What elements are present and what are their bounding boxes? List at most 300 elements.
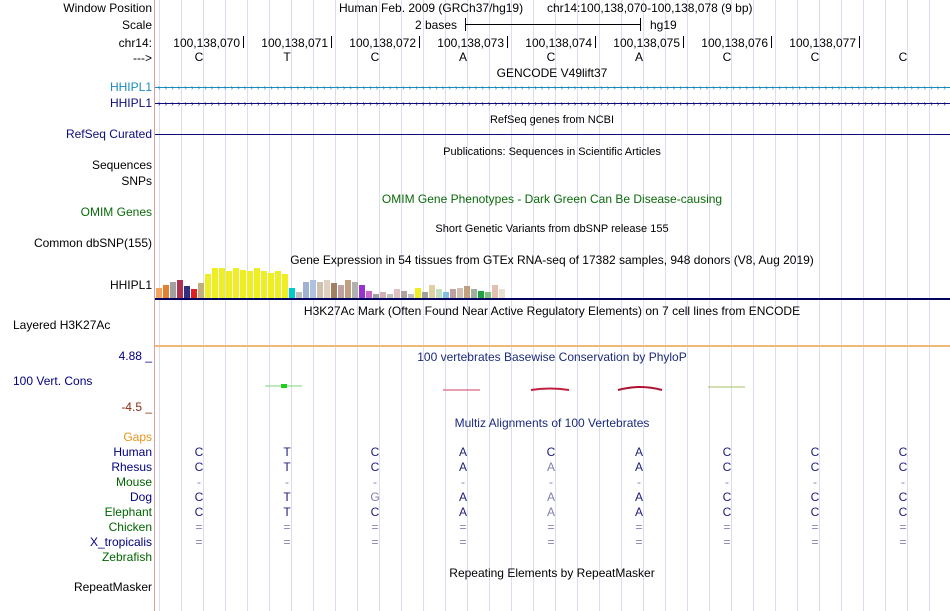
strand-arrow: › xyxy=(837,99,841,108)
gtex-tissue-bar[interactable] xyxy=(359,285,365,299)
gtex-tissue-bar[interactable] xyxy=(464,286,470,298)
strand-arrow: › xyxy=(382,99,386,108)
strand-arrow: › xyxy=(600,83,603,92)
alignment-base: A xyxy=(458,490,467,504)
strand-arrow: › xyxy=(263,99,267,108)
strand-arrow: › xyxy=(554,83,557,92)
strand-arrow: › xyxy=(488,99,491,108)
strand-arrow: › xyxy=(943,99,947,108)
strand-arrow: › xyxy=(870,83,874,92)
label-common-dbsnp[interactable]: Common dbSNP(155) xyxy=(33,236,152,250)
strand-arrow: › xyxy=(798,83,801,92)
gtex-tissue-bar[interactable] xyxy=(212,268,218,298)
gtex-tissue-bar[interactable] xyxy=(226,271,232,298)
alignment-base: C xyxy=(370,505,380,519)
strand-arrow: › xyxy=(521,83,524,92)
strand-arrow: › xyxy=(738,99,742,108)
strand-arrow: › xyxy=(692,83,696,92)
strand-arrow: › xyxy=(323,99,326,108)
alignment-base: - xyxy=(285,475,289,489)
gtex-tissue-bar[interactable] xyxy=(331,283,337,298)
strand-arrow: › xyxy=(290,83,293,92)
gtex-tissue-bar[interactable] xyxy=(499,289,505,298)
gtex-bar-chart[interactable] xyxy=(156,268,536,298)
alignment-base: C xyxy=(722,505,732,519)
strand-arrow: › xyxy=(804,99,808,108)
gtex-tissue-bar[interactable] xyxy=(177,280,183,298)
strand-arrow: › xyxy=(455,99,458,108)
alignment-base: C xyxy=(722,460,732,474)
gridline xyxy=(247,0,248,611)
strand-arrow: › xyxy=(811,99,815,108)
strand-arrow: › xyxy=(679,99,683,108)
strand-arrow: › xyxy=(659,99,663,108)
scale-bar xyxy=(465,24,640,25)
coordinate-tick xyxy=(683,36,684,48)
label-gencode-gene[interactable]: HHIPL1 xyxy=(109,80,152,94)
publications-track-title[interactable]: Publications: Sequences in Scientific Articles xyxy=(443,146,661,158)
strand-arrow: › xyxy=(204,99,207,108)
strand-arrow: › xyxy=(158,83,161,92)
scale-db-text: hg19 xyxy=(650,18,677,32)
strand-arrow: › xyxy=(177,99,181,108)
strand-arrow: › xyxy=(455,83,458,92)
strand-arrow: › xyxy=(329,99,333,108)
gtex-tissue-bar[interactable] xyxy=(184,286,190,298)
dbsnp-track-title[interactable]: Short Genetic Variants from dbSNP release 155 xyxy=(435,223,669,235)
strand-arrow: › xyxy=(415,83,419,92)
strand-arrow: › xyxy=(224,99,227,108)
strand-arrow: › xyxy=(752,99,755,108)
strand-arrow: › xyxy=(329,83,333,92)
strand-arrow: › xyxy=(580,99,584,108)
refseq-transcript[interactable] xyxy=(155,134,950,135)
strand-arrow: › xyxy=(877,83,881,92)
gtex-tissue-bar[interactable] xyxy=(394,289,400,298)
gtex-tissue-bar[interactable] xyxy=(261,271,267,298)
gtex-tissue-bar[interactable] xyxy=(191,289,197,298)
strand-arrow: › xyxy=(910,83,914,92)
sequence-base: A xyxy=(634,50,643,64)
strand-arrow: › xyxy=(501,83,504,92)
strand-arrow: › xyxy=(606,83,610,92)
strand-arrow: › xyxy=(375,99,379,108)
strand-arrow: › xyxy=(488,83,491,92)
strand-arrow: › xyxy=(250,83,254,92)
strand-arrow: › xyxy=(283,83,287,92)
strand-arrow: › xyxy=(230,83,234,92)
label-refseq-gene[interactable]: HHIPL1 xyxy=(109,96,152,110)
strand-arrow: › xyxy=(672,99,676,108)
strand-arrow: › xyxy=(527,83,531,92)
h3k27ac-signal[interactable] xyxy=(155,345,950,347)
gtex-tissue-bar[interactable] xyxy=(352,282,358,299)
strand-arrow: › xyxy=(230,99,234,108)
coordinate-tick xyxy=(507,36,508,48)
gtex-tissue-bar[interactable] xyxy=(429,285,435,299)
alignment-base: T xyxy=(283,445,291,459)
strand-arrow: › xyxy=(765,99,768,108)
strand-arrow: › xyxy=(349,99,353,108)
strand-arrow: › xyxy=(197,99,201,108)
strand-arrow: › xyxy=(428,83,432,92)
strand-arrow: › xyxy=(890,83,894,92)
strand-arrow: › xyxy=(936,99,940,108)
alignment-base: G xyxy=(370,490,380,504)
species-label[interactable]: Dog xyxy=(129,490,152,504)
label-h3k27ac[interactable]: Layered H3K27Ac xyxy=(13,318,111,332)
strand-arrow: › xyxy=(243,99,247,108)
gtex-tissue-bar[interactable] xyxy=(170,282,176,299)
coordinate-label: 100,138,073 xyxy=(437,36,504,50)
strand-arrow: › xyxy=(468,83,471,92)
label-scale: Scale xyxy=(121,18,152,32)
species-label[interactable]: Chicken xyxy=(108,520,152,534)
alignment-base: A xyxy=(546,490,555,504)
strand-arrow: › xyxy=(785,83,788,92)
strand-arrow: › xyxy=(474,83,478,92)
strand-arrow: › xyxy=(171,83,174,92)
strand-arrow: › xyxy=(824,83,828,92)
strand-arrow: › xyxy=(408,83,412,92)
strand-arrow: › xyxy=(613,83,617,92)
strand-arrow: › xyxy=(316,83,320,92)
strand-arrow: › xyxy=(184,99,188,108)
strand-arrow: › xyxy=(389,83,392,92)
alignment-base: A xyxy=(546,505,555,519)
species-label[interactable]: Mouse xyxy=(115,475,152,489)
alignment-base: - xyxy=(373,475,377,489)
alignment-base: C xyxy=(898,505,908,519)
gtex-tissue-bar[interactable] xyxy=(338,285,344,299)
label-vert-cons[interactable]: 100 Vert. Cons xyxy=(13,374,93,388)
label-omim-genes[interactable]: OMIM Genes xyxy=(80,205,152,219)
coordinate-label: 100,138,076 xyxy=(701,36,768,50)
omim-track-title[interactable]: OMIM Gene Phenotypes - Dark Green Can Be Disease-causing xyxy=(381,192,723,206)
strand-arrow: › xyxy=(474,99,478,108)
strand-arrow: › xyxy=(699,99,702,108)
gtex-tissue-bar[interactable] xyxy=(156,288,162,299)
strand-arrow: › xyxy=(547,99,551,108)
gtex-tissue-bar[interactable] xyxy=(450,289,456,298)
alignment-base: C xyxy=(898,490,908,504)
strand-arrow: › xyxy=(494,83,498,92)
strand-arrow: › xyxy=(303,99,306,108)
gtex-tissue-bar[interactable] xyxy=(492,285,498,299)
alignment-base: = xyxy=(811,520,819,534)
strand-arrow: › xyxy=(243,83,247,92)
strand-arrow: › xyxy=(633,99,636,108)
alignment-base: C xyxy=(722,490,732,504)
label-phylop-max: 4.88 _ xyxy=(118,349,152,363)
strand-arrow: › xyxy=(309,83,313,92)
strand-arrow: › xyxy=(389,99,392,108)
alignment-base: - xyxy=(637,475,641,489)
strand-arrow: › xyxy=(560,83,564,92)
strand-arrow: › xyxy=(573,83,577,92)
coordinate-tick xyxy=(331,36,332,48)
strand-arrow: › xyxy=(494,99,498,108)
alignment-base: C xyxy=(370,460,380,474)
strand-arrow: › xyxy=(778,99,782,108)
strand-arrow: › xyxy=(276,99,280,108)
gtex-tissue-bar[interactable] xyxy=(401,291,407,299)
species-label[interactable]: X_tropicalis xyxy=(89,535,152,549)
strand-arrow: › xyxy=(593,83,597,92)
strand-arrow: › xyxy=(184,83,188,92)
strand-arrow: › xyxy=(646,99,650,108)
alignment-base: = xyxy=(547,520,555,534)
label-snps[interactable]: SNPs xyxy=(121,174,152,188)
strand-arrow: › xyxy=(448,83,452,92)
strand-arrow: › xyxy=(290,99,293,108)
gtex-tissue-bar[interactable] xyxy=(240,270,246,299)
strand-arrow: › xyxy=(217,83,221,92)
strand-arrow: › xyxy=(758,83,762,92)
strand-arrow: › xyxy=(210,99,214,108)
strand-arrow: › xyxy=(686,83,689,92)
strand-arrow: › xyxy=(587,99,590,108)
strand-arrow: › xyxy=(600,99,603,108)
strand-arrow: › xyxy=(903,99,907,108)
gtex-tissue-bar[interactable] xyxy=(163,285,169,299)
strand-arrow: › xyxy=(422,99,425,108)
strand-arrow: › xyxy=(831,99,834,108)
strand-arrow: › xyxy=(217,99,221,108)
species-label[interactable]: Rhesus xyxy=(111,460,152,474)
strand-arrow: › xyxy=(567,83,570,92)
strand-arrow: › xyxy=(441,99,445,108)
strand-arrow: › xyxy=(719,99,722,108)
sequence-base: T xyxy=(283,50,291,64)
gtex-baseline xyxy=(155,298,950,300)
strand-arrow: › xyxy=(798,99,801,108)
gtex-tissue-bar[interactable] xyxy=(254,268,260,298)
coordinate-tick xyxy=(859,36,860,48)
species-label[interactable]: Zebrafish xyxy=(101,550,152,564)
scale-bar-left-tick xyxy=(465,18,466,31)
strand-arrow: › xyxy=(824,99,828,108)
strand-arrow: › xyxy=(646,83,650,92)
alignment-base: = xyxy=(723,535,731,549)
strand-arrow: › xyxy=(197,83,201,92)
strand-arrow: › xyxy=(930,99,933,108)
strand-arrow: › xyxy=(633,83,636,92)
label-refseq-curated[interactable]: RefSeq Curated xyxy=(65,127,152,141)
strand-arrow: › xyxy=(257,83,260,92)
gencode-track-title[interactable]: GENCODE V49lift37 xyxy=(496,66,608,80)
alignment-base: - xyxy=(197,475,201,489)
strand-arrow: › xyxy=(851,99,854,108)
strand-arrow: › xyxy=(191,83,194,92)
gtex-tissue-bar[interactable] xyxy=(268,273,274,299)
strand-arrow: › xyxy=(765,83,768,92)
strand-arrow: › xyxy=(712,99,716,108)
gtex-tissue-bar[interactable] xyxy=(198,283,204,298)
strand-arrow: › xyxy=(158,99,161,108)
strand-arrow: › xyxy=(369,83,372,92)
strand-arrow: › xyxy=(296,99,300,108)
strand-arrow: › xyxy=(573,99,577,108)
strand-arrow: › xyxy=(593,99,597,108)
strand-arrow: › xyxy=(752,83,755,92)
strand-arrow: › xyxy=(917,99,920,108)
strand-arrow: › xyxy=(791,83,795,92)
gtex-tissue-bar[interactable] xyxy=(478,291,484,299)
strand-arrow: › xyxy=(276,83,280,92)
gtex-tissue-bar[interactable] xyxy=(275,271,281,298)
strand-arrow: › xyxy=(672,83,676,92)
strand-arrow: › xyxy=(606,99,610,108)
strand-arrow: › xyxy=(692,99,696,108)
strand-arrow: › xyxy=(560,99,564,108)
label-gtex-gene[interactable]: HHIPL1 xyxy=(109,278,152,292)
strand-arrow: › xyxy=(468,99,471,108)
strand-arrow: › xyxy=(580,83,584,92)
refseq-track-title[interactable]: RefSeq genes from NCBI xyxy=(489,114,615,126)
strand-arrow: › xyxy=(626,99,630,108)
gtex-tissue-bar[interactable] xyxy=(345,280,351,298)
alignment-base: C xyxy=(898,460,908,474)
strand-arrow: › xyxy=(936,83,940,92)
gridline xyxy=(181,0,182,611)
strand-arrow: › xyxy=(369,99,372,108)
strand-arrow: › xyxy=(917,83,920,92)
strand-arrow: › xyxy=(903,83,907,92)
strand-arrow: › xyxy=(461,99,465,108)
strand-arrow: › xyxy=(336,99,339,108)
alignment-base: C xyxy=(722,445,732,459)
strand-arrow: › xyxy=(237,83,240,92)
label-chrom: chr14: xyxy=(118,36,152,50)
strand-arrow: › xyxy=(422,83,425,92)
alignment-base: A xyxy=(634,445,643,459)
strand-arrow: › xyxy=(342,99,346,108)
alignment-base: A xyxy=(458,445,467,459)
alignment-base: = xyxy=(635,535,643,549)
gtex-tissue-bar[interactable] xyxy=(415,288,421,299)
gtex-tissue-bar[interactable] xyxy=(289,288,295,299)
alignment-base: = xyxy=(547,535,555,549)
strand-arrow: › xyxy=(851,83,854,92)
strand-arrow: › xyxy=(943,83,947,92)
strand-arrow: › xyxy=(811,83,815,92)
gtex-tissue-bar[interactable] xyxy=(471,289,477,298)
alignment-base: = xyxy=(811,535,819,549)
strand-arrow: › xyxy=(296,83,300,92)
alignment-base: - xyxy=(725,475,729,489)
gtex-tissue-bar[interactable] xyxy=(233,268,239,298)
strand-arrow: › xyxy=(864,99,867,108)
label-sequences[interactable]: Sequences xyxy=(91,158,152,172)
strand-arrow: › xyxy=(547,83,551,92)
strand-arrow: › xyxy=(540,99,544,108)
strand-arrow: › xyxy=(686,99,689,108)
strand-arrow: › xyxy=(395,83,399,92)
strand-arrow: › xyxy=(534,83,537,92)
label-divider xyxy=(154,0,155,611)
strand-arrow: › xyxy=(732,99,735,108)
strand-arrow: › xyxy=(626,83,630,92)
alignment-base: = xyxy=(195,535,203,549)
strand-arrow: › xyxy=(441,83,445,92)
scale-bar-right-tick xyxy=(640,18,641,31)
phylop-track-title[interactable]: 100 vertebrates Basewise Conservation by PhyloP xyxy=(417,350,687,364)
strand-arrow: › xyxy=(620,83,623,92)
alignment-base: C xyxy=(810,445,820,459)
h3k27ac-track-title[interactable]: H3K27Ac Mark (Often Found Near Active Regulatory Elements) on 7 cell lines from ENCODE xyxy=(303,304,801,318)
label-strand[interactable]: ---> xyxy=(133,51,152,65)
alignment-base: = xyxy=(195,520,203,534)
gtex-tissue-bar[interactable] xyxy=(366,291,372,299)
strand-arrow: › xyxy=(164,99,168,108)
strand-arrow: › xyxy=(857,83,861,92)
strand-arrow: › xyxy=(257,99,260,108)
gtex-tissue-bar[interactable] xyxy=(310,280,316,298)
alignment-base: T xyxy=(283,505,291,519)
alignment-base: - xyxy=(461,475,465,489)
gtex-tissue-bar[interactable] xyxy=(205,274,211,298)
coordinate-tick xyxy=(771,36,772,48)
strand-arrow: › xyxy=(653,99,656,108)
strand-arrow: › xyxy=(725,83,729,92)
alignment-base: C xyxy=(194,505,204,519)
sequence-base: C xyxy=(810,50,820,64)
gtex-tissue-bar[interactable] xyxy=(219,268,225,298)
phylop-signal[interactable] xyxy=(155,375,950,405)
gtex-tissue-bar[interactable] xyxy=(247,271,253,298)
strand-arrow: › xyxy=(877,99,881,108)
strand-arrow: › xyxy=(831,83,834,92)
strand-arrow: › xyxy=(659,83,663,92)
strand-arrow: › xyxy=(712,83,716,92)
gtex-tissue-bar[interactable] xyxy=(324,280,330,298)
gtex-tissue-bar[interactable] xyxy=(457,288,463,299)
repeatmasker-track-title[interactable]: Repeating Elements by RepeatMasker xyxy=(449,566,655,580)
alignment-base: - xyxy=(549,475,553,489)
gtex-tissue-bar[interactable] xyxy=(436,289,442,298)
strand-arrow: › xyxy=(382,83,386,92)
label-phylop-min: -4.5 _ xyxy=(121,400,152,414)
strand-arrow: › xyxy=(818,99,821,108)
gtex-track-title[interactable]: Gene Expression in 54 tissues from GTEx RNA-seq of 17382 samples, 948 donors (V8, Aug 2019) xyxy=(290,253,814,267)
multiz-track-title[interactable]: Multiz Alignments of 100 Vertebrates xyxy=(454,416,650,430)
strand-arrow: › xyxy=(620,99,623,108)
strand-arrow: › xyxy=(527,99,531,108)
strand-arrow: › xyxy=(514,83,518,92)
strand-arrow: › xyxy=(224,83,227,92)
alignment-base: = xyxy=(283,535,291,549)
alignment-base: C xyxy=(810,505,820,519)
gtex-tissue-bar[interactable] xyxy=(303,282,309,299)
species-label[interactable]: Elephant xyxy=(104,505,152,519)
strand-arrow: › xyxy=(507,99,511,108)
alignment-base: = xyxy=(459,520,467,534)
strand-arrow: › xyxy=(679,83,683,92)
strand-arrow: › xyxy=(171,99,174,108)
strand-arrow: › xyxy=(930,83,933,92)
strand-arrow: › xyxy=(250,99,254,108)
gtex-tissue-bar[interactable] xyxy=(317,282,323,299)
gtex-tissue-bar[interactable] xyxy=(282,274,288,298)
strand-arrow: › xyxy=(448,99,452,108)
label-repeatmasker[interactable]: RepeatMasker xyxy=(73,580,152,594)
strand-arrow: › xyxy=(897,99,900,108)
species-label[interactable]: Human xyxy=(113,445,152,459)
strand-arrow: › xyxy=(587,83,590,92)
strand-arrow: › xyxy=(362,83,366,92)
strand-arrow: › xyxy=(745,99,749,108)
